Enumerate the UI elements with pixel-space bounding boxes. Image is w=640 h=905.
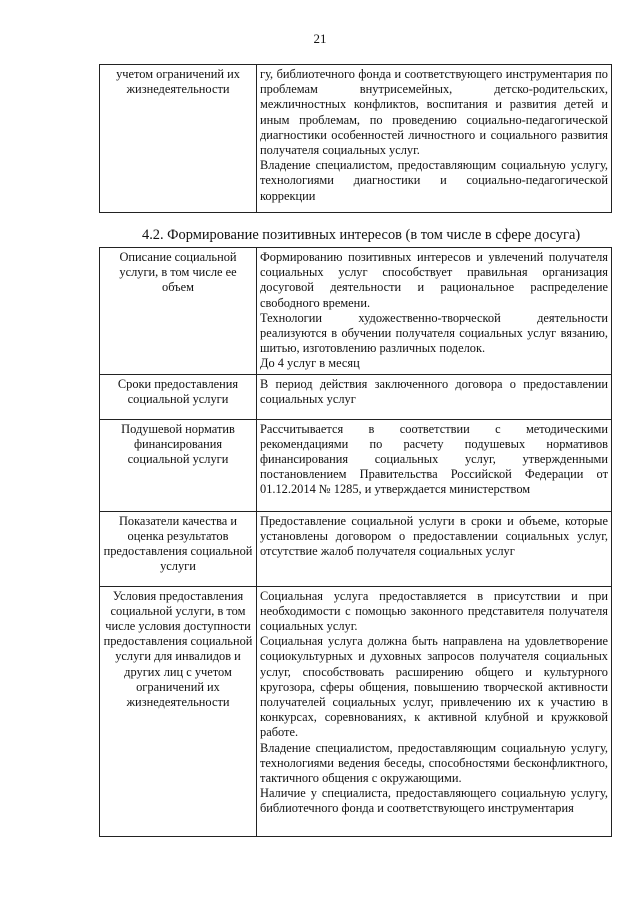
service-table bbox=[99, 247, 612, 837]
row-content bbox=[257, 248, 612, 375]
table-row bbox=[100, 586, 612, 836]
table-row bbox=[100, 248, 612, 375]
paragraph: Формированию позитивных интересов и увлечений получателя социальных услуг способствует правильная организация досуговой деятельности и рациональное распределение свободного времени. bbox=[260, 250, 608, 310]
section-heading: 4.2. Формирование позитивных интересов (в том числе в сфере досуга) bbox=[142, 227, 581, 243]
row-label: Показатели качества и оценка результатов предоставления социальной услуги bbox=[100, 511, 257, 586]
paragraph: Наличие у специалиста, предоставляющего социальную услугу, библиотечного фонда и соответствующего инструментария bbox=[260, 786, 608, 816]
page-number: 21 bbox=[313, 31, 327, 46]
table-row bbox=[100, 374, 612, 419]
row-label: учетом ограничений их жизнедеятельности bbox=[100, 65, 257, 213]
paragraph: Владение специалистом, предоставляющим социальную услугу, технологиями ведения беседы, способностями бесконфликтного, тактичного общения с окружающими. bbox=[260, 740, 608, 786]
row-content bbox=[257, 419, 612, 511]
row-content bbox=[257, 586, 612, 836]
row-content bbox=[257, 511, 612, 586]
paragraph: Технологии художественно-творческой деятельности реализуются в обучении получателя социальных услуг вязанию, шитью, изготовлению различных поделок. bbox=[260, 310, 608, 356]
paragraph: Рассчитывается в соответствии с методическими рекомендациями по расчету подушевых нормативов финансирования социальных услуг, утвержденными постановлением Правительства Российской Федерации от 01.12.2014 № 1285, и утверждается министерством bbox=[260, 421, 608, 497]
row-content bbox=[257, 65, 612, 213]
row-label: Описание социальной услуги, в том числе ее объем bbox=[100, 248, 257, 375]
row-label: Условия предоставления социальной услуги, в том числе условия доступности предоставления социальной услуги для инвалидов и других лиц с учетом ограничений их жизнедеятельности bbox=[100, 586, 257, 836]
paragraph: В период действия заключенного договора о предоставлении социальных услуг bbox=[260, 376, 608, 406]
row-content bbox=[257, 374, 612, 419]
table-row bbox=[100, 419, 612, 511]
paragraph: Социальная услуга должна быть направлена на удовлетворение социокультурных и духовных запросов получателя социальных услуг, способствовать расширению общего и культурного кругозора, сферы общения, повышению творческой активности получателей социальных услуг, привлечению их к участию в конкурсах, соревнованиях, к активной клубной и кружковой работе. bbox=[260, 634, 608, 740]
paragraph: Социальная услуга предоставляется в присутствии и при необходимости с помощью законного представителя получателя социальных услуг. bbox=[260, 588, 608, 634]
paragraph: До 4 услуг в месяц bbox=[260, 356, 360, 371]
paragraph: Владение специалистом, предоставляющим социальную услугу, технологиями диагностики и социально-педагогической коррекции bbox=[260, 158, 608, 203]
row-label: Подушевой норматив финансирования социальной услуги bbox=[100, 419, 257, 511]
table-row bbox=[100, 65, 612, 213]
row-label: Сроки предоставления социальной услуги bbox=[100, 374, 257, 419]
paragraph: Предоставление социальной услуги в сроки и объеме, которые установлены договором о предоставлении социальных услуг, отсутствие жалоб получателя социальных услуг bbox=[260, 513, 608, 559]
continuation-table bbox=[99, 64, 612, 213]
table-row bbox=[100, 511, 612, 586]
paragraph: гу, библиотечного фонда и соответствующего инструментария по проблемам внутрисемейных, детско-родительских, межличностных конфликтов, воспитания и развития детей и иным проблемам, по проведению социально-педагогической диагностики особенностей личностного и социального развития получателя социальных услуг. bbox=[260, 67, 608, 158]
